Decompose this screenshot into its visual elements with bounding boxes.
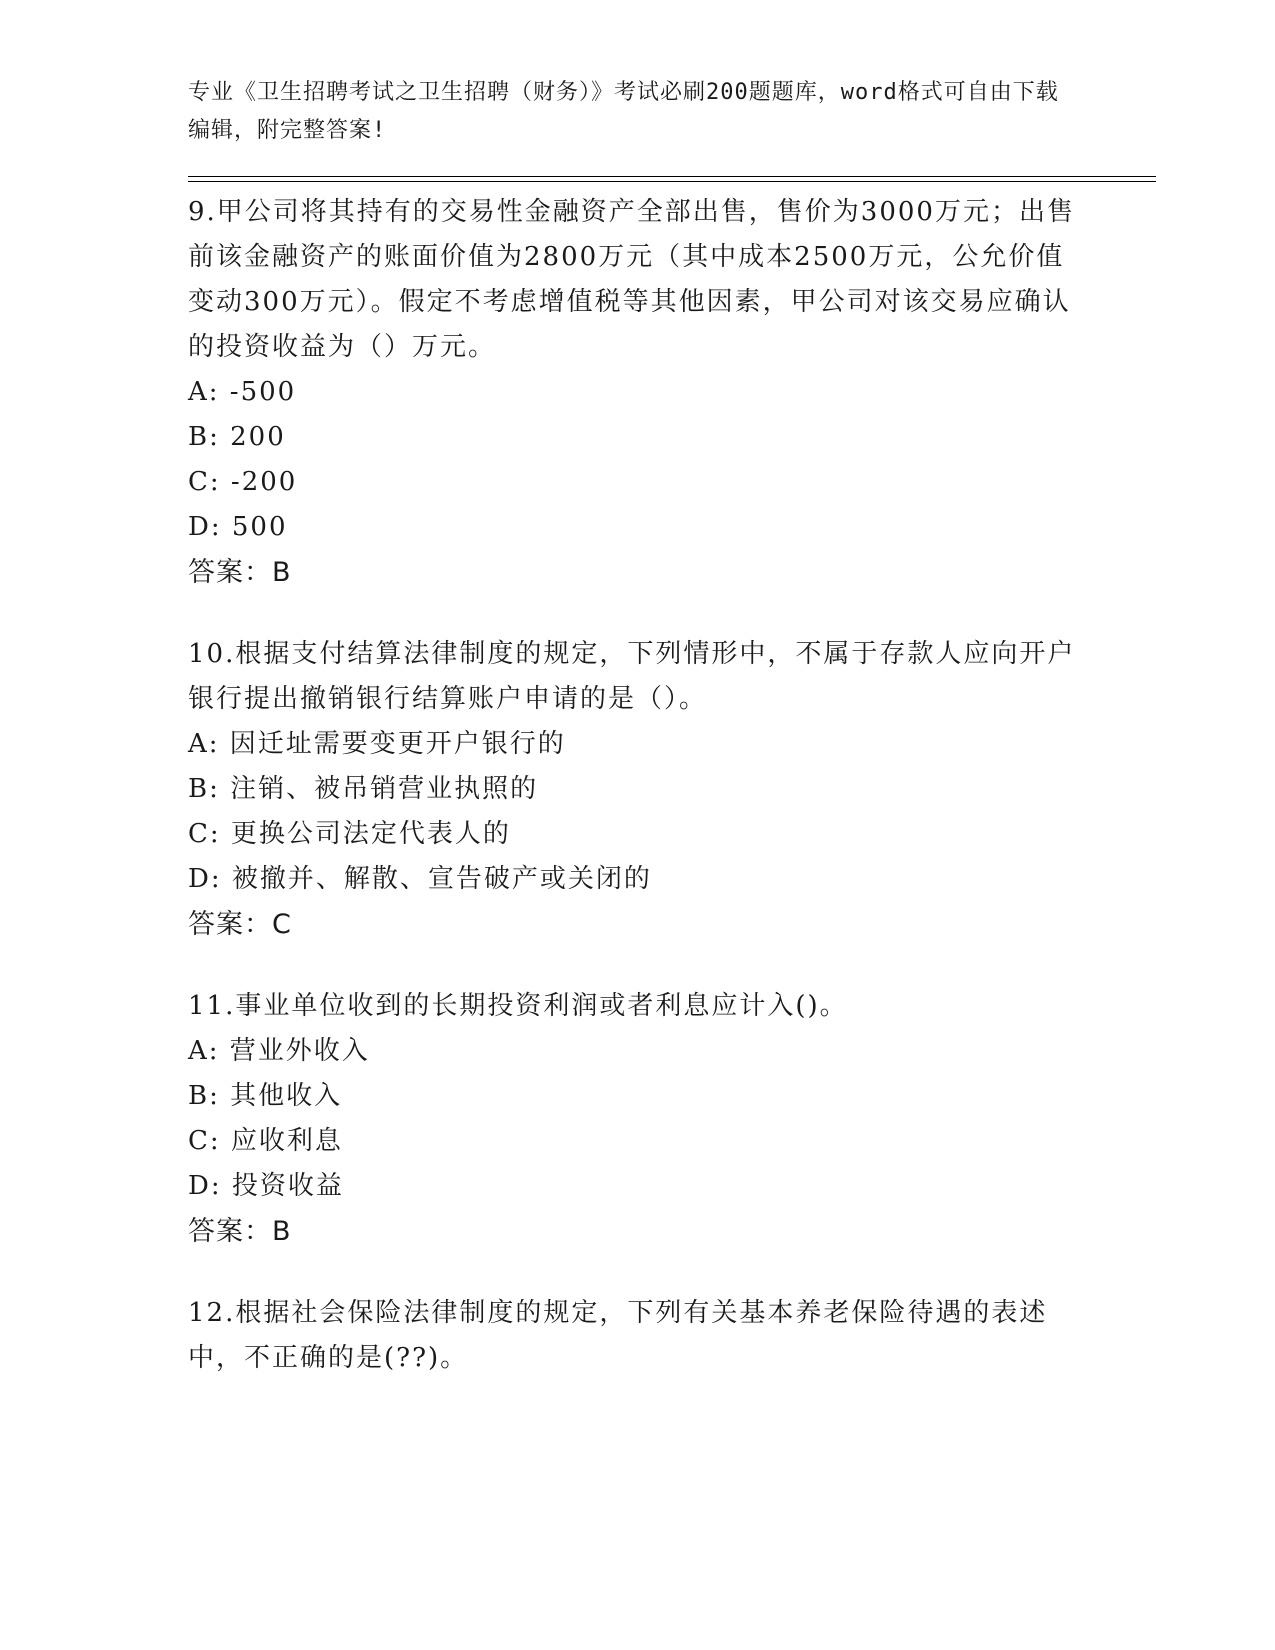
option-a: A: -500 bbox=[188, 377, 297, 407]
option-b: B: 注销、被吊销营业执照的 bbox=[188, 774, 539, 804]
answer: 答案：C bbox=[188, 909, 292, 940]
option-c: C: 更换公司法定代表人的 bbox=[188, 819, 511, 849]
question-12 bbox=[188, 1291, 1088, 1381]
option-d: D: 500 bbox=[188, 512, 288, 542]
option-c: C: -200 bbox=[188, 467, 298, 497]
question-stem: 12.根据社会保险法律制度的规定，下列有关基本养老保险待遇的表述中，不正确的是(??)。 bbox=[188, 1298, 1048, 1373]
answer: 答案：B bbox=[188, 1216, 292, 1247]
option-c: C: 应收利息 bbox=[188, 1126, 343, 1156]
option-b: B: 200 bbox=[188, 422, 286, 452]
question-stem: 11.事业单位收到的长期投资利润或者利息应计入()。 bbox=[188, 991, 848, 1021]
question-10 bbox=[188, 632, 1088, 948]
option-a: A: 营业外收入 bbox=[188, 1036, 370, 1066]
header-divider-bottom bbox=[188, 181, 1156, 182]
question-stem: 9.甲公司将其持有的交易性金融资产全部出售，售价为3000万元；出售前该金融资产的账面价值为2800万元（其中成本2500万元，公允价值变动300万元）。假定不考虑增值税等其他因素，甲公司对该交易应确认的投资收益为（）万元。 bbox=[188, 197, 1075, 362]
header-divider-top bbox=[188, 176, 1156, 177]
question-list bbox=[188, 190, 1088, 1417]
option-d: D: 被撤并、解散、宣告破产或关闭的 bbox=[188, 864, 652, 894]
question-11 bbox=[188, 984, 1088, 1255]
option-d: D: 投资收益 bbox=[188, 1171, 344, 1201]
document-header: 专业《卫生招聘考试之卫生招聘（财务）》考试必刷200题题库，word格式可自由下载编辑，附完整答案! bbox=[188, 80, 1059, 143]
option-a: A: 因迁址需要变更开户银行的 bbox=[188, 729, 566, 759]
answer: 答案：B bbox=[188, 557, 292, 588]
question-9 bbox=[188, 190, 1088, 596]
option-b: B: 其他收入 bbox=[188, 1081, 343, 1111]
question-stem: 10.根据支付结算法律制度的规定，下列情形中，不属于存款人应向开户银行提出撤销银行结算账户申请的是（）。 bbox=[188, 639, 1076, 714]
